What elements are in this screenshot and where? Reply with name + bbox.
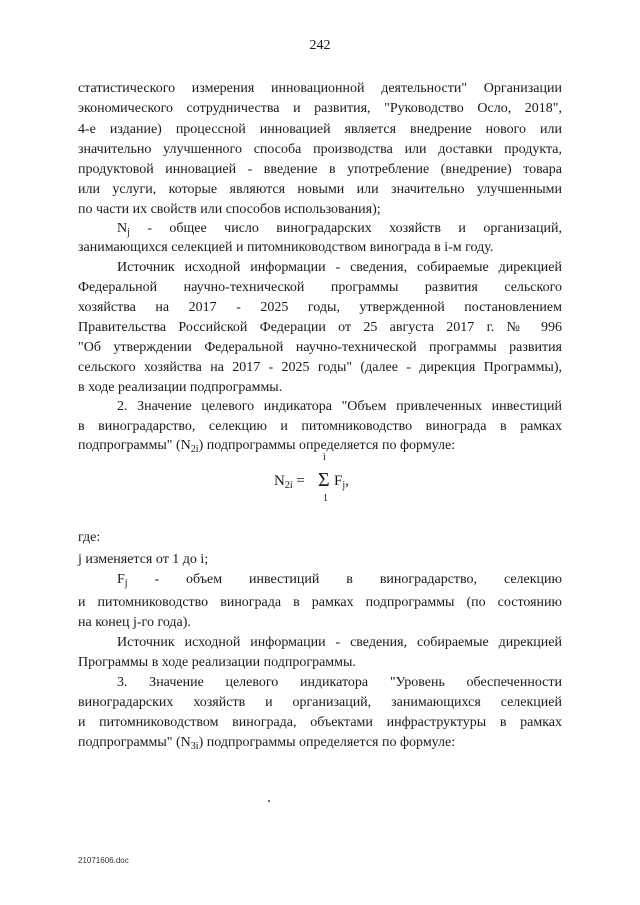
text-line (78, 180, 562, 199)
symbol: N (117, 221, 128, 236)
text-line (117, 673, 562, 692)
text-line (78, 298, 562, 317)
page-number: 242 (309, 38, 331, 53)
text-run: 4-е издание) процессной инновацией является внедрение нового или (78, 122, 562, 137)
text-run: подпрограммы" ( (78, 735, 181, 750)
text-line (78, 120, 562, 139)
text-run: и питомниководством винограда, объектами инфраструктуры в рамках (78, 715, 562, 730)
text-run: где: (78, 530, 101, 545)
symbol-subscript: 2i (190, 444, 199, 455)
symbol: F (117, 572, 125, 587)
text-line (78, 593, 562, 612)
text-run: ) подпрограммы определяется по формуле: (198, 438, 456, 453)
text-line (78, 733, 562, 752)
text-run: Программы в ходе реализации подпрограммы. (78, 655, 356, 670)
symbol-subscript: j (124, 578, 128, 589)
text-run: ) подпрограммы определяется по формуле: (198, 735, 456, 750)
text-run: - объем инвестиций в виноградарство, селекцию (127, 572, 562, 587)
footer-filename: 21071606.doc (78, 856, 129, 865)
text-run: на конец j-го года). (78, 615, 191, 630)
text-line (78, 528, 562, 547)
text-line (117, 570, 562, 589)
text-line (78, 358, 562, 377)
text-run: по части их свойств или способов использования); (78, 202, 381, 217)
text-run: Правительства Российской Федерации от 25 августа 2017 г. № 996 (78, 320, 562, 335)
text-run: Источник исходной информации - сведения, собираемые дирекцией (117, 635, 562, 650)
symbol: N (180, 735, 191, 750)
text-run: j изменяется от 1 до i; (78, 552, 209, 567)
text-run: сельского хозяйства на 2017 - 2025 годы" (далее - дирекция Программы), (78, 360, 562, 375)
text-run: значительно улучшенного способа производства или доставки продукта, (78, 142, 562, 157)
sum-upper-limit: i (323, 452, 326, 463)
text-run: подпрограммы" ( (78, 438, 181, 453)
sum-lower-limit: 1 (323, 493, 328, 504)
text-run: статистического измерения инновационной деятельности" Организации (78, 81, 562, 96)
text-line (117, 219, 562, 238)
text-run: занимающихся селекцией и питомниководством винограда в i-м году. (78, 240, 494, 255)
text-run: "Об утверждении Федеральной научно-технической программы развития (78, 340, 562, 355)
sum-sign: Σ (318, 469, 330, 491)
text-line (78, 693, 562, 712)
text-run: - общее число виноградарских хозяйств и организаций, (129, 221, 562, 236)
text-line (78, 160, 562, 179)
text-line (78, 653, 562, 672)
text-run: Источник исходной информации - сведения, собираемые дирекцией (117, 260, 562, 275)
symbol-subscript: 3i (190, 741, 199, 752)
text-run: продуктовой инновацией - введение в употребление (внедрение) товара (78, 162, 562, 177)
formula-rhs: $F_j$, (334, 473, 349, 491)
text-run: экономического сотрудничества и развития, "Руководство Осло, 2018", (78, 101, 562, 116)
text-line (117, 397, 562, 416)
text-run: Федеральной научно-технической программы развития сельского (78, 280, 562, 295)
text-line (78, 417, 562, 436)
formula-lhs: $N_{2i}$ = (274, 473, 305, 491)
symbol: N (180, 438, 191, 453)
text-line (78, 278, 562, 297)
text-line (78, 200, 562, 219)
text-run: 3. Значение целевого индикатора "Уровень обеспеченности (117, 675, 562, 690)
text-line (78, 99, 562, 118)
text-run: 2. Значение целевого индикатора "Объем привлеченных инвестиций (117, 399, 562, 414)
text-run: виноградарских хозяйств и организаций, занимающихся селекцией (78, 695, 562, 710)
scan-speck (268, 800, 270, 802)
formula-n2i (0, 452, 640, 512)
text-run: или услуги, которые являются новыми или значительно улучшенными (78, 182, 562, 197)
text-line (78, 713, 562, 732)
text-run: в виноградарство, селекцию и питомниководство винограда в рамках (78, 419, 562, 434)
text-line (78, 318, 562, 337)
text-run: и питомниководство винограда в рамках подпрограммы (по состоянию (78, 595, 562, 610)
text-line (78, 338, 562, 357)
text-line (117, 258, 562, 277)
text-line (78, 79, 562, 98)
text-line (78, 238, 562, 257)
text-run: в ходе реализации подпрограммы. (78, 380, 283, 395)
text-line (78, 378, 562, 397)
text-run: хозяйства на 2017 - 2025 годы, утвержденной постановлением (78, 300, 562, 315)
symbol-subscript: j (127, 227, 130, 238)
text-line (78, 140, 562, 159)
text-line (117, 633, 562, 652)
text-line (78, 550, 562, 569)
text-line (78, 613, 562, 632)
